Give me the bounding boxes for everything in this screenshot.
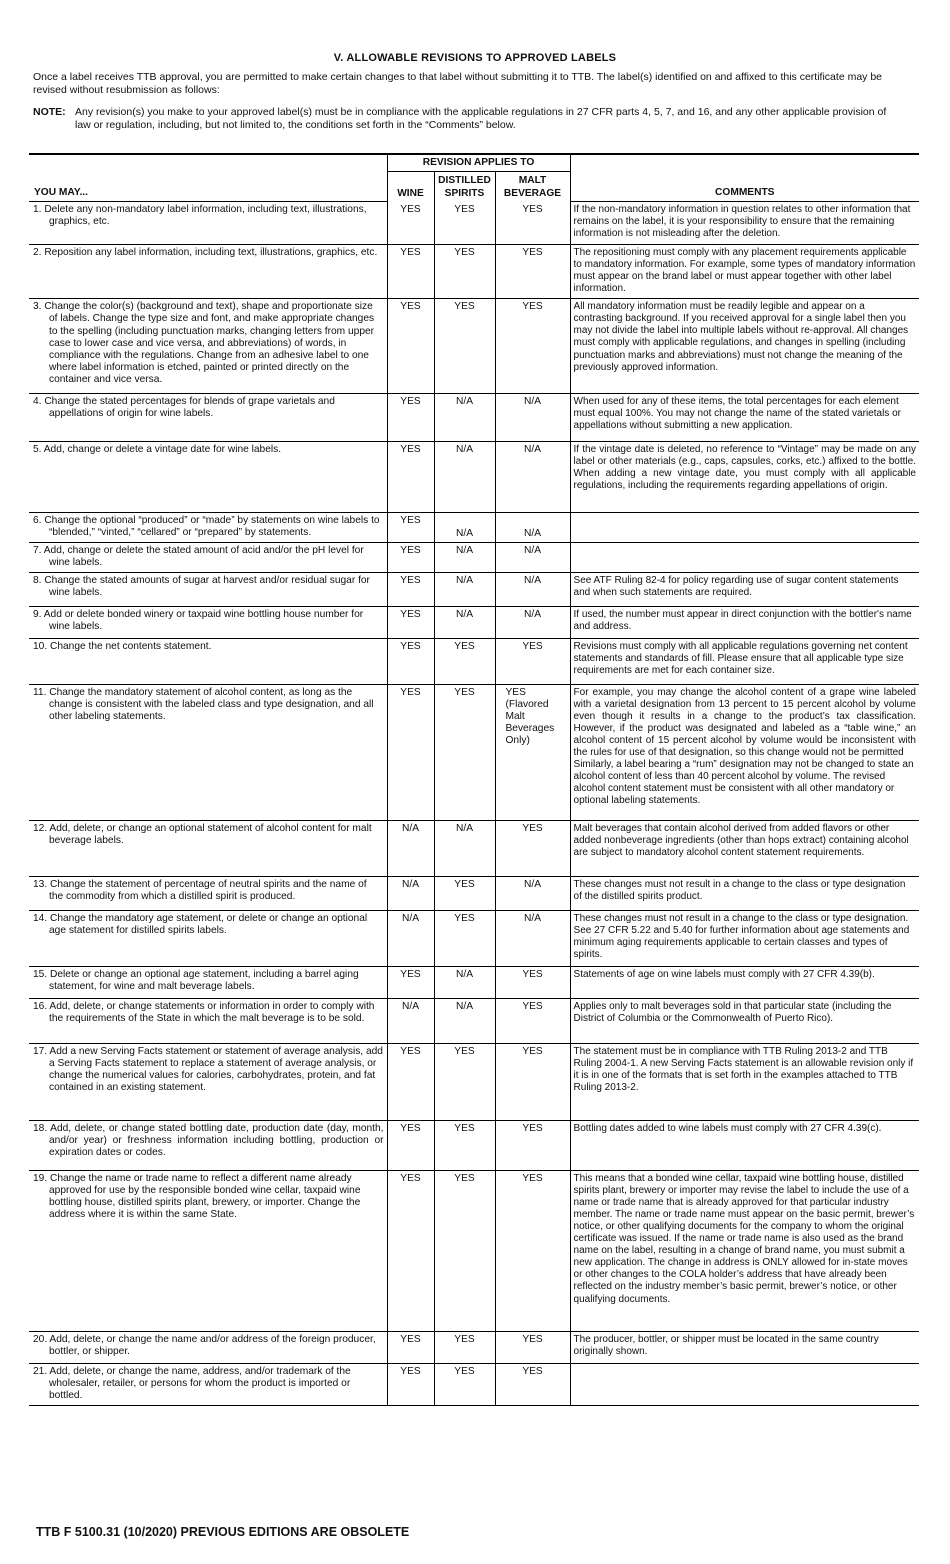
row-wine: YES bbox=[387, 606, 434, 638]
row-malt: YES bbox=[495, 998, 570, 1043]
table-row bbox=[29, 876, 919, 910]
row-spirits: YES bbox=[434, 638, 495, 684]
table-row bbox=[29, 1363, 919, 1405]
row-comment: When used for any of these items, the total percentages for each element must equal 100%. You may not change the name of the stated varietals or appellations without submitting a new application. bbox=[570, 394, 919, 442]
row-wine: YES bbox=[387, 1331, 434, 1363]
row-item-text: 14. Change the mandatory age statement, or delete or change an optional age statement for distilled spirits labels. bbox=[29, 910, 387, 966]
row-item-text: 11. Change the mandatory statement of alcohol content, as long as the change is consistent with the labeled class and type designation, and all other labeling statements. bbox=[29, 684, 387, 820]
row-item-text: 17. Add a new Serving Facts statement or statement of average analysis, add a Serving Facts statement to replace a statement of average analysis, or change the numerical values for calories, carbohydrates, protein, and fat contained in an existing statement. bbox=[29, 1043, 387, 1120]
intro-paragraph: Once a label receives TTB approval, you are permitted to make certain changes to that label without submitting it to TTB. The label(s) identified on and affixed to this certificate may be revised without resubmission as follows: bbox=[33, 71, 883, 96]
row-malt: N/A bbox=[495, 543, 570, 572]
row-malt: YES bbox=[495, 299, 570, 394]
row-spirits: N/A bbox=[434, 606, 495, 638]
table-row bbox=[29, 1170, 919, 1331]
row-malt: YES bbox=[495, 245, 570, 299]
row-wine: N/A bbox=[387, 998, 434, 1043]
row-spirits: YES bbox=[434, 1170, 495, 1331]
row-malt: YES (Flavored Malt Beverages Only) bbox=[495, 684, 570, 820]
table-row bbox=[29, 606, 919, 638]
row-spirits: N/A bbox=[434, 442, 495, 513]
row-malt: N/A bbox=[495, 606, 570, 638]
row-comment: Malt beverages that contain alcohol derived from added flavors or other added nonbeverage ingredients (other than hops extract) containing alcohol are subject to mandatory alcohol content statement requirements. bbox=[570, 820, 919, 876]
row-item-text: 6. Change the optional “produced” or “made” by statements on wine labels to “blended,” “vinted,” “cellared” or “prepared” by statements. bbox=[29, 513, 387, 543]
row-item-text: 13. Change the statement of percentage of neutral spirits and the name of the commodity from which a distilled spirit is produced. bbox=[29, 876, 387, 910]
row-wine: YES bbox=[387, 572, 434, 606]
row-item-text: 9. Add or delete bonded winery or taxpaid wine bottling house number for wine labels. bbox=[29, 606, 387, 638]
row-comment: Applies only to malt beverages sold in that particular state (including the District of Columbia or the Commonwealth of Puerto Rico). bbox=[570, 998, 919, 1043]
table-row bbox=[29, 394, 919, 442]
row-item-text: 19. Change the name or trade name to reflect a different name already approved for use by the responsible bonded wine cellar, taxpaid wine bottling house, distilled spirits plant, brewery, or importer. Change the address where it is within the same State. bbox=[29, 1170, 387, 1331]
form-footer: TTB F 5100.31 (10/2020) PREVIOUS EDITIONS ARE OBSOLETE bbox=[36, 1525, 410, 1539]
row-spirits: YES bbox=[434, 299, 495, 394]
table-row bbox=[29, 442, 919, 513]
row-spirits: N/A bbox=[434, 394, 495, 442]
row-wine: YES bbox=[387, 1120, 434, 1170]
row-wine: YES bbox=[387, 442, 434, 513]
row-wine: YES bbox=[387, 245, 434, 299]
row-malt: YES bbox=[495, 1331, 570, 1363]
row-comment: The producer, bottler, or shipper must be located in the same country originally shown. bbox=[570, 1331, 919, 1363]
row-comment: All mandatory information must be readily legible and appear on a contrasting background. If you received approval for a single label then you may not divide the label into multiple labels without re-approval. All changes must comply with applicable regulations, and changes in spelling (including punctuation marks and abbreviations) must not change the meaning of the previously approved information. bbox=[570, 299, 919, 394]
section-heading: V. ALLOWABLE REVISIONS TO APPROVED LABELS bbox=[333, 52, 617, 64]
header-you-may: YOU MAY... bbox=[29, 154, 387, 202]
row-comment: If the vintage date is deleted, no reference to “Vintage” may be made on any label or other materials (e.g., caps, capsules, corks, etc.) affixed to the bottle. When adding a new vintage date, you must comply with all applicable regulations, including the requirements regarding appellations of origin. bbox=[570, 442, 919, 513]
table-row bbox=[29, 684, 919, 820]
row-wine: YES bbox=[387, 1170, 434, 1331]
row-spirits: YES bbox=[434, 1331, 495, 1363]
table-row bbox=[29, 543, 919, 572]
table-row bbox=[29, 202, 919, 245]
row-item-text: 4. Change the stated percentages for blends of grape varietals and appellations of origin for wine labels. bbox=[29, 394, 387, 442]
row-item-text: 7. Add, change or delete the stated amount of acid and/or the pH level for wine labels. bbox=[29, 543, 387, 572]
table-row bbox=[29, 820, 919, 876]
row-spirits: YES bbox=[434, 1043, 495, 1120]
table-row bbox=[29, 998, 919, 1043]
table-row bbox=[29, 1331, 919, 1363]
note-paragraph bbox=[33, 106, 903, 132]
table-row bbox=[29, 245, 919, 299]
row-item-text: 15. Delete or change an optional age statement, including a barrel aging statement, for wine and malt beverage labels. bbox=[29, 966, 387, 998]
row-comment: If the non-mandatory information in question relates to other information that remains on the label, it is your responsibility to ensure that the remaining information is not misleading after the deletion. bbox=[570, 202, 919, 245]
row-spirits: N/A bbox=[434, 820, 495, 876]
row-comment bbox=[570, 513, 919, 543]
row-item-text: 2. Reposition any label information, including text, illustrations, graphics, etc. bbox=[29, 245, 387, 299]
row-comment: If used, the number must appear in direct conjunction with the bottler's name and address. bbox=[570, 606, 919, 638]
row-malt: N/A bbox=[495, 394, 570, 442]
row-comment: These changes must not result in a change to the class or type designation of the distilled spirits product. bbox=[570, 876, 919, 910]
row-wine: YES bbox=[387, 543, 434, 572]
row-wine: N/A bbox=[387, 820, 434, 876]
row-comment-part2: Similarly, a label bearing a “rum” designation may not be changed to state an alcohol content of less than 40 percent alcohol by volume. The revised alcohol content statement must be consistent with all other mandatory or optional labeling statements. bbox=[573, 759, 914, 807]
row-wine: YES bbox=[387, 1043, 434, 1120]
row-spirits: YES bbox=[434, 245, 495, 299]
row-comment-part1: For example, you may change the alcohol content of a grape wine labeled with a varietal designation from 13 percent to 15 percent alcohol by volume even though it results in a change to the product’s tax classification. However, if the product was designated and labeled as a “table wine,” an alcohol content of 15 percent alcohol by volume would be inconsistent with the rules for use of that designation, so this change would not be permitted bbox=[573, 686, 916, 759]
row-wine: YES bbox=[387, 394, 434, 442]
table-row bbox=[29, 572, 919, 606]
row-spirits: YES bbox=[434, 684, 495, 820]
row-item-text: 10. Change the net contents statement. bbox=[29, 638, 387, 684]
table-row bbox=[29, 1120, 919, 1170]
header-distilled-spirits: DISTILLED SPIRITS bbox=[434, 172, 495, 202]
row-malt: YES bbox=[495, 1363, 570, 1405]
table-header-row-1 bbox=[29, 154, 919, 172]
row-spirits: YES bbox=[434, 910, 495, 966]
row-comment: These changes must not result in a change to the class or type designation. See 27 CFR 5.22 and 5.40 for further information about age statements and minimum aging requirements applicable to certain classes and types of spirits. bbox=[570, 910, 919, 966]
row-malt: N/A bbox=[495, 910, 570, 966]
row-spirits: N/A bbox=[434, 513, 495, 543]
row-wine: N/A bbox=[387, 876, 434, 910]
table-row bbox=[29, 966, 919, 998]
row-wine: YES bbox=[387, 299, 434, 394]
row-comment: Bottling dates added to wine labels must comply with 27 CFR 4.39(c). bbox=[570, 1120, 919, 1170]
row-wine: YES bbox=[387, 1363, 434, 1405]
row-malt: YES bbox=[495, 1043, 570, 1120]
row-comment: Statements of age on wine labels must comply with 27 CFR 4.39(b). bbox=[570, 966, 919, 998]
row-item-text: 1. Delete any non-mandatory label information, including text, illustrations, graphics, etc. bbox=[29, 202, 387, 245]
table-row bbox=[29, 638, 919, 684]
row-wine: N/A bbox=[387, 910, 434, 966]
table-row bbox=[29, 910, 919, 966]
row-malt: YES bbox=[495, 202, 570, 245]
row-item-text: 21. Add, delete, or change the name, address, and/or trademark of the wholesaler, retailer, or persons for whom the product is imported or bottled. bbox=[29, 1363, 387, 1405]
allowable-revisions-table bbox=[29, 153, 919, 1406]
row-wine: YES bbox=[387, 966, 434, 998]
note-label: NOTE: bbox=[33, 106, 66, 118]
row-comment: This means that a bonded wine cellar, taxpaid wine bottling house, distilled spirits plant, brewery or importer may revise the label to include the use of a name or trade name that is already approved for that particular industry member. The name or trade name must appear on the basic permit, brewer’s notice, or other qualifying documents for the company to whom the original certificate was issued. If the name or trade name is also used as the brand name on the label, resulting in a change of brand name, you must submit a new application. The change in address is ONLY allowed for in-state moves or other changes to the COLA holder’s address that have already been reflected on the industry member’s basic permit, brewer’s notice, or other qualifying documents. bbox=[570, 1170, 919, 1331]
row-item-text: 3. Change the color(s) (background and text), shape and proportionate size of labels. Change the type size and font, and make appropriate changes to the spelling (including punctuation marks, changing letters from upper case to lower case and vice versa, and abbreviations) of words, in compliance with the regulations. Change from an adhesive label to one where label information is etched, painted or printed directly on the container and vice versa. bbox=[29, 299, 387, 394]
table-row bbox=[29, 1043, 919, 1120]
header-revision-applies-to: REVISION APPLIES TO bbox=[387, 154, 570, 172]
row-spirits: YES bbox=[434, 1120, 495, 1170]
row-item-text: 12. Add, delete, or change an optional statement of alcohol content for malt beverage labels. bbox=[29, 820, 387, 876]
row-malt: YES bbox=[495, 1170, 570, 1331]
row-item-text: 16. Add, delete, or change statements or information in order to comply with the requirements of the State in which the malt beverage is to be sold. bbox=[29, 998, 387, 1043]
row-item-text: 20. Add, delete, or change the name and/or address of the foreign producer, bottler, or shipper. bbox=[29, 1331, 387, 1363]
row-wine: YES bbox=[387, 684, 434, 820]
row-malt: YES bbox=[495, 966, 570, 998]
row-spirits: N/A bbox=[434, 572, 495, 606]
row-spirits: N/A bbox=[434, 998, 495, 1043]
row-spirits: YES bbox=[434, 876, 495, 910]
row-spirits: N/A bbox=[434, 966, 495, 998]
row-malt: YES bbox=[495, 638, 570, 684]
row-item-text: 5. Add, change or delete a vintage date for wine labels. bbox=[29, 442, 387, 513]
row-item-text: 8. Change the stated amounts of sugar at harvest and/or residual sugar for wine labels. bbox=[29, 572, 387, 606]
row-malt: N/A bbox=[495, 513, 570, 543]
row-malt: N/A bbox=[495, 442, 570, 513]
row-wine: YES bbox=[387, 513, 434, 543]
row-malt: N/A bbox=[495, 876, 570, 910]
row-comment: Revisions must comply with all applicable regulations governing net content statements and standards of fill. Please ensure that all applicable type size requirements are met for each container size. bbox=[570, 638, 919, 684]
row-spirits: YES bbox=[434, 1363, 495, 1405]
row-comment bbox=[570, 543, 919, 572]
row-comment: The statement must be in compliance with TTB Ruling 2013-2 and TTB Ruling 2004-1. A new Serving Facts statement is an allowable revision only if it is in one of the formats that is set forth in the examples attached to TTB Ruling 2013-2. bbox=[570, 1043, 919, 1120]
row-wine: YES bbox=[387, 202, 434, 245]
row-comment: The repositioning must comply with any placement requirements applicable to mandatory information. For example, some types of mandatory information must appear on the brand label or must appear together with other label information. bbox=[570, 245, 919, 299]
header-malt-beverage: MALT BEVERAGE bbox=[495, 172, 570, 202]
row-comment bbox=[570, 684, 919, 820]
note-text: Any revision(s) you make to your approved label(s) must be in compliance with the applicable regulations in 27 CFR parts 4, 5, 7, and 16, and any other applicable provision of law or regulation, including, but not limited to, the conditions set forth in the “Comments” below. bbox=[75, 106, 887, 131]
row-comment: See ATF Ruling 82-4 for policy regarding use of sugar content statements and when such statements are required. bbox=[570, 572, 919, 606]
row-malt: YES bbox=[495, 1120, 570, 1170]
row-spirits: YES bbox=[434, 202, 495, 245]
row-malt: YES bbox=[495, 820, 570, 876]
row-malt: N/A bbox=[495, 572, 570, 606]
row-wine: YES bbox=[387, 638, 434, 684]
row-spirits: N/A bbox=[434, 543, 495, 572]
header-wine: WINE bbox=[387, 172, 434, 202]
table-row bbox=[29, 299, 919, 394]
row-item-text: 18. Add, delete, or change stated bottling date, production date (day, month, and/or year) or freshness information including bottling, production or expiration dates or codes. bbox=[29, 1120, 387, 1170]
row-comment bbox=[570, 1363, 919, 1405]
table-row bbox=[29, 513, 919, 543]
header-comments: COMMENTS bbox=[570, 154, 919, 202]
